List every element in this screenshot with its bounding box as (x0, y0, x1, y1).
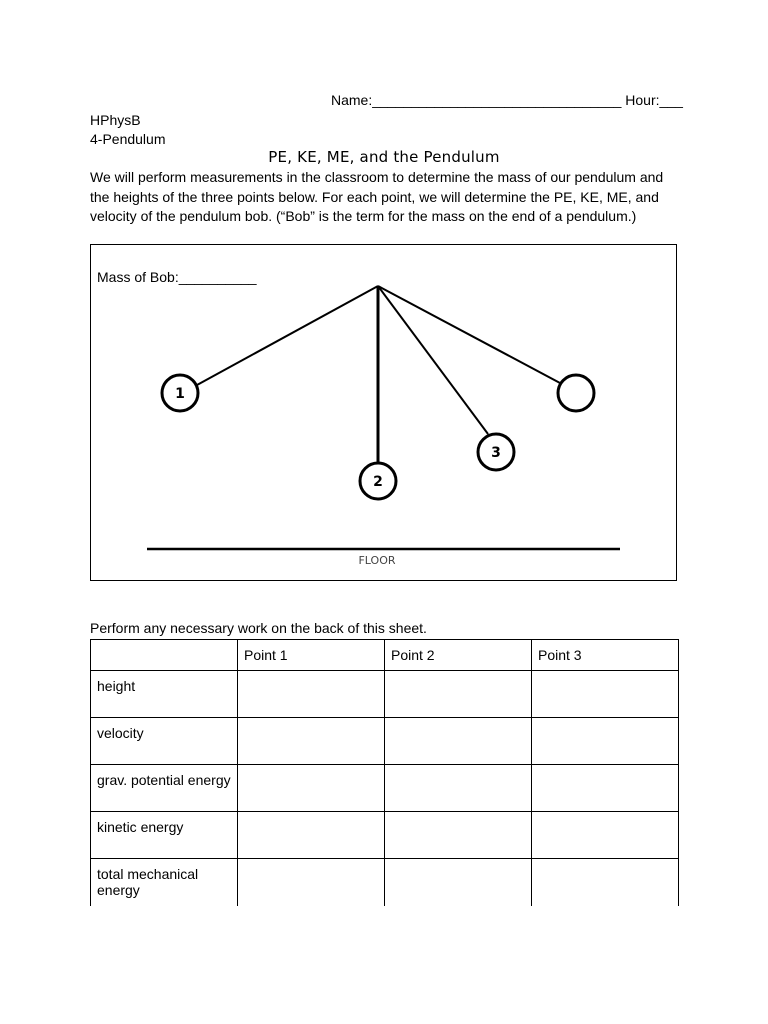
work-note: Perform any necessary work on the back of this sheet. (90, 620, 427, 636)
string-4 (378, 286, 560, 383)
answer-cell[interactable] (238, 765, 385, 812)
table-header-cell: Point 2 (385, 640, 532, 671)
answer-cell[interactable] (532, 718, 679, 765)
answer-cell[interactable] (532, 812, 679, 859)
row-label: grav. potential energy (91, 765, 238, 812)
pendulum-diagram (90, 244, 677, 581)
mass-of-bob-field[interactable]: Mass of Bob:__________ (97, 269, 257, 285)
answer-cell[interactable] (385, 859, 532, 906)
answer-cell[interactable] (238, 671, 385, 718)
unit-label: 4-Pendulum (90, 131, 166, 147)
answer-cell[interactable] (385, 671, 532, 718)
page-title: PE, KE, ME, and the Pendulum (268, 148, 500, 166)
answer-cell[interactable] (385, 812, 532, 859)
table-header-row (91, 640, 679, 671)
table-header-cell: Point 3 (532, 640, 679, 671)
intro-paragraph: We will perform measurements in the classroom to determine the mass of our pendulum and the heights of the three points below. For each point, we will determine the PE, KE, ME, and velocity of the pendulum bob. (“Bob” is the term for the mass on the end of a pendulum.) (90, 169, 664, 224)
answer-cell[interactable] (238, 718, 385, 765)
answer-cell[interactable] (532, 671, 679, 718)
table-header-cell (91, 640, 238, 671)
row-label: total mechanical energy (91, 859, 238, 906)
row-label: height (91, 671, 238, 718)
string-3 (378, 286, 488, 434)
table-header-cell: Point 1 (238, 640, 385, 671)
bob-2-label: 2 (373, 474, 383, 490)
table-row (91, 859, 679, 906)
name-hour-line[interactable]: Name:________________________________ Hour:___ (331, 92, 683, 108)
answer-cell[interactable] (238, 859, 385, 906)
floor-label: FLOOR (358, 554, 396, 567)
table-row (91, 765, 679, 812)
answer-cell[interactable] (532, 765, 679, 812)
row-label: kinetic energy (91, 812, 238, 859)
table-row (91, 718, 679, 765)
answer-cell[interactable] (385, 765, 532, 812)
course-label: HPhysB (90, 112, 141, 128)
bob-4 (558, 375, 594, 411)
row-label: velocity (91, 718, 238, 765)
table-row (91, 812, 679, 859)
answer-cell[interactable] (385, 718, 532, 765)
data-table (90, 639, 679, 906)
table-row (91, 671, 679, 718)
answer-cell[interactable] (238, 812, 385, 859)
bob-3-label: 3 (491, 445, 501, 461)
answer-cell[interactable] (532, 859, 679, 906)
string-1 (197, 286, 378, 385)
bob-1-label: 1 (175, 386, 185, 402)
